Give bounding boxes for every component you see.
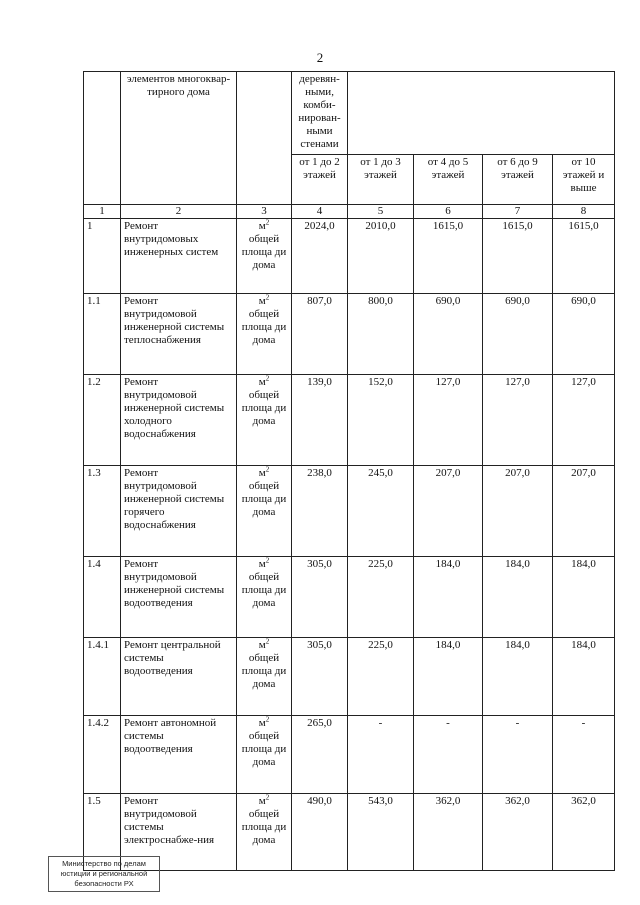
- unit-rest: общей площа ди дома: [241, 808, 287, 846]
- table-row: [84, 716, 615, 794]
- column-number-5: 5: [348, 205, 414, 219]
- row-value-col-7: 207,0: [483, 466, 553, 557]
- unit-superscript: 2: [265, 715, 270, 724]
- row-value-col-8: -: [553, 716, 615, 794]
- row-value-col-7: -: [483, 716, 553, 794]
- table-row: [84, 375, 615, 466]
- table-row: [84, 466, 615, 557]
- row-unit: [237, 466, 292, 557]
- row-value-col-4: 305,0: [292, 557, 348, 638]
- row-value-col-5: 225,0: [348, 638, 414, 716]
- table-row: [84, 794, 615, 871]
- row-value-col-8: 184,0: [553, 557, 615, 638]
- row-value-col-4: 490,0: [292, 794, 348, 871]
- row-value-col-8: 127,0: [553, 375, 615, 466]
- unit-rest: общей площа ди дома: [241, 571, 287, 609]
- row-value-col-8: 362,0: [553, 794, 615, 871]
- row-unit: [237, 638, 292, 716]
- row-value-col-6: 184,0: [414, 557, 483, 638]
- unit-superscript: 2: [265, 465, 270, 474]
- unit-main: м: [258, 639, 266, 651]
- row-work-name: Ремонт внутридомовых инженерных систем: [121, 219, 237, 294]
- row-value-col-5: 225,0: [348, 557, 414, 638]
- row-value-col-5: 543,0: [348, 794, 414, 871]
- unit-superscript: 2: [265, 793, 270, 802]
- column-number-4: 4: [292, 205, 348, 219]
- unit-superscript: 2: [265, 374, 270, 383]
- row-number: 1.2: [84, 375, 121, 466]
- row-number: 1.4.1: [84, 638, 121, 716]
- unit-rest: общей площа ди дома: [241, 233, 287, 271]
- row-value-col-7: 1615,0: [483, 219, 553, 294]
- row-value-col-8: 184,0: [553, 638, 615, 716]
- row-value-col-6: 184,0: [414, 638, 483, 716]
- row-value-col-7: 362,0: [483, 794, 553, 871]
- row-work-name: Ремонт внутридомовой системы электроснабже-ния: [121, 794, 237, 871]
- unit-rest: общей площа ди дома: [241, 652, 287, 690]
- row-unit: [237, 294, 292, 375]
- row-value-col-4: 2024,0: [292, 219, 348, 294]
- row-value-col-4: 807,0: [292, 294, 348, 375]
- row-unit: [237, 794, 292, 871]
- header-floors-1: от 1 до 2 этажей: [292, 155, 348, 205]
- row-value-col-5: -: [348, 716, 414, 794]
- row-work-name: Ремонт внутридомовой инженерной системы теплоснабжения: [121, 294, 237, 375]
- column-number-8: 8: [553, 205, 615, 219]
- column-number-2: 2: [121, 205, 237, 219]
- row-value-col-4: 238,0: [292, 466, 348, 557]
- row-value-col-4: 305,0: [292, 638, 348, 716]
- row-value-col-5: 2010,0: [348, 219, 414, 294]
- unit-main: м: [258, 220, 266, 232]
- unit-main: м: [258, 467, 266, 479]
- row-value-col-6: 1615,0: [414, 219, 483, 294]
- header-empty-span: [348, 72, 615, 155]
- row-number: 1.4.2: [84, 716, 121, 794]
- ministry-stamp: Министерство по делам юстиции и региональной безопасности РХ: [48, 856, 160, 892]
- table-row: [84, 294, 615, 375]
- column-number-1: 1: [84, 205, 121, 219]
- row-value-col-8: 690,0: [553, 294, 615, 375]
- row-number: 1.3: [84, 466, 121, 557]
- header-wall-type: деревян-ными, комби-нирован-ными стенами: [292, 72, 348, 155]
- header-floors-5: от 10 этажей и выше: [553, 155, 615, 205]
- row-value-col-6: 362,0: [414, 794, 483, 871]
- unit-main: м: [258, 376, 266, 388]
- row-number: 1.5: [84, 794, 121, 871]
- row-unit: [237, 557, 292, 638]
- unit-main: м: [258, 795, 266, 807]
- header-floors-2: от 1 до 3 этажей: [348, 155, 414, 205]
- row-work-name: Ремонт внутридомовой инженерной системы водоотведения: [121, 557, 237, 638]
- unit-rest: общей площа ди дома: [241, 389, 287, 427]
- row-value-col-6: 127,0: [414, 375, 483, 466]
- header-floors-3: от 4 до 5 этажей: [414, 155, 483, 205]
- header-unit-cell: [237, 72, 292, 205]
- table-row: [84, 557, 615, 638]
- row-work-name: Ремонт внутридомовой инженерной системы горячего водоснабжения: [121, 466, 237, 557]
- unit-rest: общей площа ди дома: [241, 308, 287, 346]
- row-unit: [237, 219, 292, 294]
- unit-rest: общей площа ди дома: [241, 480, 287, 518]
- unit-superscript: 2: [265, 218, 270, 227]
- row-value-col-4: 265,0: [292, 716, 348, 794]
- unit-main: м: [258, 717, 266, 729]
- table-row: [84, 638, 615, 716]
- unit-superscript: 2: [265, 293, 270, 302]
- row-value-col-7: 184,0: [483, 557, 553, 638]
- unit-main: м: [258, 558, 266, 570]
- row-value-col-6: -: [414, 716, 483, 794]
- row-value-col-5: 800,0: [348, 294, 414, 375]
- column-number-7: 7: [483, 205, 553, 219]
- row-work-name: Ремонт центральной системы водоотведения: [121, 638, 237, 716]
- table-row: [84, 219, 615, 294]
- row-work-name: Ремонт внутридомовой инженерной системы холодного водоснабжения: [121, 375, 237, 466]
- row-number: 1.1: [84, 294, 121, 375]
- row-value-col-7: 690,0: [483, 294, 553, 375]
- unit-superscript: 2: [265, 556, 270, 565]
- row-value-col-6: 690,0: [414, 294, 483, 375]
- header-floors-4: от 6 до 9 этажей: [483, 155, 553, 205]
- column-number-6: 6: [414, 205, 483, 219]
- header-num-cell: [84, 72, 121, 205]
- row-value-col-7: 127,0: [483, 375, 553, 466]
- row-value-col-4: 139,0: [292, 375, 348, 466]
- row-value-col-6: 207,0: [414, 466, 483, 557]
- unit-rest: общей площа ди дома: [241, 730, 287, 768]
- page-number: 2: [316, 50, 324, 65]
- unit-superscript: 2: [265, 637, 270, 646]
- row-number: 1.4: [84, 557, 121, 638]
- column-number-3: 3: [237, 205, 292, 219]
- header-name-cell: элементов многоквар-тирного дома: [121, 72, 237, 205]
- row-value-col-7: 184,0: [483, 638, 553, 716]
- row-work-name: Ремонт автономной системы водоотведения: [121, 716, 237, 794]
- row-unit: [237, 375, 292, 466]
- column-number-row: [84, 205, 615, 219]
- row-value-col-5: 245,0: [348, 466, 414, 557]
- row-value-col-8: 1615,0: [553, 219, 615, 294]
- tariff-table: [83, 71, 615, 871]
- row-value-col-8: 207,0: [553, 466, 615, 557]
- unit-main: м: [258, 295, 266, 307]
- row-number: 1: [84, 219, 121, 294]
- row-unit: [237, 716, 292, 794]
- header-row-top: [84, 72, 615, 155]
- row-value-col-5: 152,0: [348, 375, 414, 466]
